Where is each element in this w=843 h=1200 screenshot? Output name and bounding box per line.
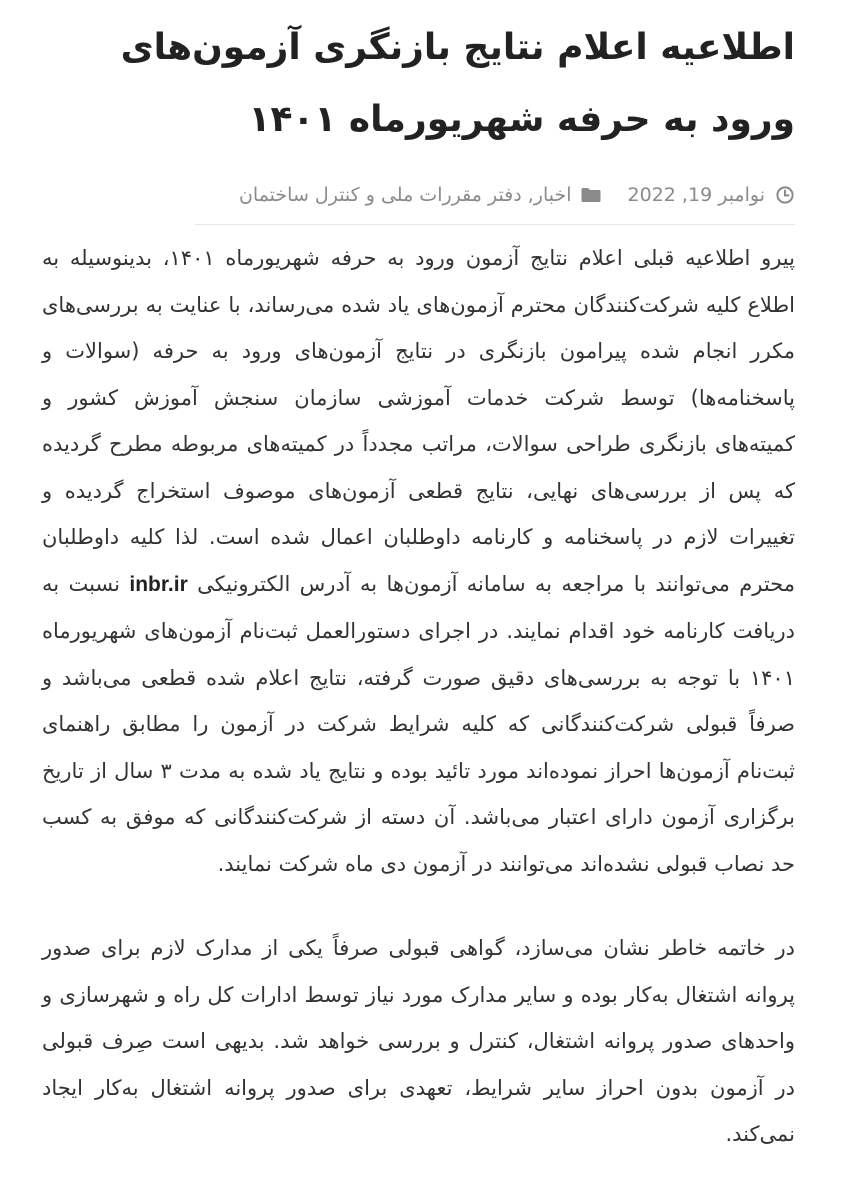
inbr-link[interactable]: inbr.ir [129, 572, 188, 596]
post-categories-text[interactable]: اخبار, دفتر مقررات ملی و کنترل ساختمان [238, 184, 572, 206]
page-title: اطلاعیه اعلام نتایج بازنگری آزمون‌های ورود به حرفه شهریورماه ۱۴۰۱ [120, 27, 795, 140]
paragraph-1-text-b: نسبت به دریافت کارنامه خود اقدام نمایند. در اجرای دستورالعمل ثبت‌نام آزمون‌های شهریورماه ۱۴۰۱ با توجه به بررسی‌های دقیق صورت گرفته، نتایج اعلام شده قطعی می‌باشد و صرفاً قبولی شرکت‌کنندگانی که کلیه شرایط شرکت در آزمون را مطابق راهنمای ثبت‌نام آزمون‌ها احراز نموده‌اند مورد تائید بوده و نتایج یاد شده به مدت ۳ سال از تاریخ برگزاری آزمون دارای اعتبار می‌باشد. آن دسته از شرکت‌کنندگانی که موفق به کسب حد نصاب قبولی نشده‌اند می‌توانند در آزمون دی ماه شرکت نمایند. [42, 571, 795, 876]
post-meta [42, 178, 795, 212]
clock-icon [775, 185, 795, 205]
paragraph-1-text-a: پیرو اطلاعیه قبلی اعلام نتایج آزمون ورود به حرفه شهریورماه ۱۴۰۱، بدینوسیله به اطلاع کلیه شرکت‌کنندگان محترم آزمون‌های یاد شده می‌رساند، با عنایت به بررسی‌های مکرر انجام شده پیرامون بازنگری در نتایج آزمون‌های ورود به حرفه (سوالات و پاسخنامه‌ها) توسط شرکت خدمات آموزشی سازمان سنجش آموزش کشور و کمیته‌های بازنگری طراحی سوالات، مراتب مجدداً در کمیته‌های مربوطه مطرح گردیده که پس از بررسی‌های نهایی، نتایج قطعی آزمون‌های موصوف استخراج گردیده و تغییرات لازم در پاسخنامه و کارنامه داوطلبان اعمال شده است. لذا کلیه داوطلبان محترم می‌توانند با مراجعه به سامانه آزمون‌ها به آدرس الکترونیکی [42, 246, 795, 596]
meta-divider [195, 224, 795, 225]
folder-icon [582, 185, 602, 205]
body-paragraph-1 [42, 235, 795, 887]
post-date [628, 184, 795, 206]
post-date-text: نوامبر 19, 2022 [627, 184, 765, 206]
body-paragraph-2: در خاتمه خاطر نشان می‌سازد، گواهی قبولی صرفاً یکی از مدارک لازم برای صدور پروانه اشتغال به‌کار بوده و سایر مدارک مورد نیاز توسط ادارات کل راه و شهرسازی و واحدهای صدور پروانه اشتغال، کنترل و بررسی خواهد شد. بدیهی است صِرف قبولی در آزمون بدون احراز سایر شرایط، تعهدی برای صدور پروانه اشتغال به‌کار ایجاد نمی‌کند. [42, 936, 795, 1146]
article-body [42, 235, 795, 1158]
post-categories [239, 184, 602, 206]
